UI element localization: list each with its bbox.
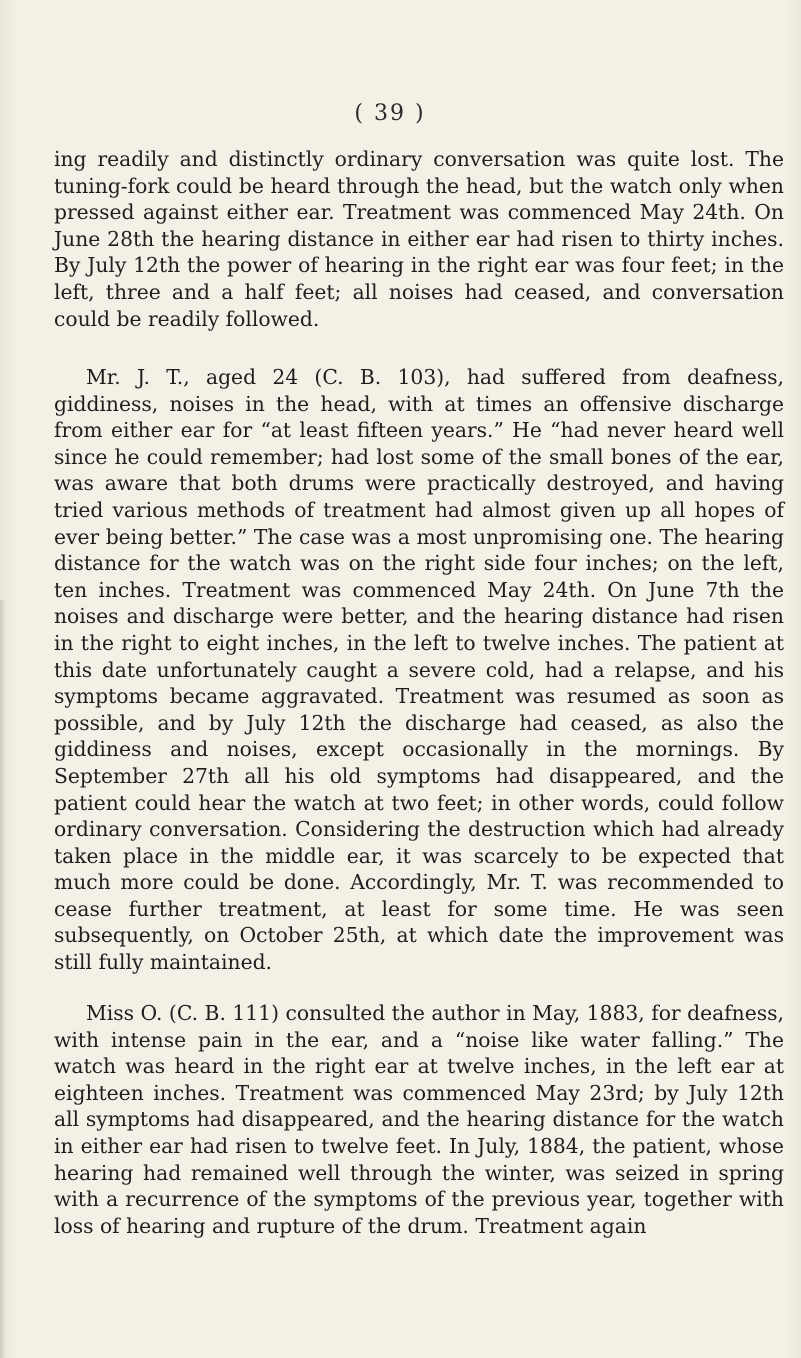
paragraph-case-mr-jt — [54, 364, 784, 976]
paragraph-case-miss-o — [54, 1000, 784, 1239]
page-edge-shadow — [0, 600, 6, 1358]
paragraph-text: Mr. J. T., aged 24 (C. B. 103), had suffered from deafness, giddiness, noises in the head, with at times an offensive discharge from either ear for “at least fifteen years.” He “had never heard well since he could remember; had lost some of the small bones of the ear, was aware that both drums were practically destroyed, and having tried various methods of treatment had almost given up all hopes of ever being better.” The case was a most unpromising one. The hearing distance for the watch was on the right side four inches; on the left, ten inches. Treatment was commenced May 24th. On June 7th the noises and discharge were better, and the hearing distance had risen in the right to eight inches, in the left to twelve inches. The patient at this date unfortunately caught a severe cold, had a relapse, and his symptoms became aggravated. Treatment was resumed as soon as possible, and by July 12th the discharge had ceased, as also the giddiness and noises, except occasionally in the mornings. By September 27th all his old symptoms had disappeared, and the patient could hear the watch at two feet; in other words, could follow ordinary conversation. Considering the destruction which had already taken place in the middle ear, it was scarcely to be expected that much more could be done. Accordingly, Mr. T. was recommended to cease further treatment, at least for some time. He was seen subsequently, on October 25th, at which date the improvement was still fully maintained. — [54, 365, 784, 975]
paragraph-continuation — [54, 146, 784, 332]
paragraph-text: ing readily and distinctly ordinary conversation was quite lost. The tuning-fork could be heard through the head, but the watch only when pressed against either ear. Treatment was commenced May 24th. On June 28th the hearing distance in either ear had risen to thirty inches. By July 12th the power of hearing in the right ear was four feet; in the left, three and a half feet; all noises had ceased, and conversation could be readily followed. — [54, 147, 784, 331]
page-number: ( 39 ) — [354, 101, 426, 126]
paragraph-text: Miss O. (C. B. 111) consulted the author in May, 1883, for deafness, with intense pain in the ear, and a “noise like water falling.” The watch was heard in the right ear at twelve inches, in the left ear at eighteen inches. Treatment was commenced May 23rd; by July 12th all symptoms had disappeared, and the hearing distance for the watch in either ear had risen to twelve feet. In July, 1884, the patient, whose hearing had remained well through the winter, was seized in spring with a recurrence of the symptoms of the previous year, together with loss of hearing and rupture of the drum. Treatment again — [54, 1001, 784, 1238]
